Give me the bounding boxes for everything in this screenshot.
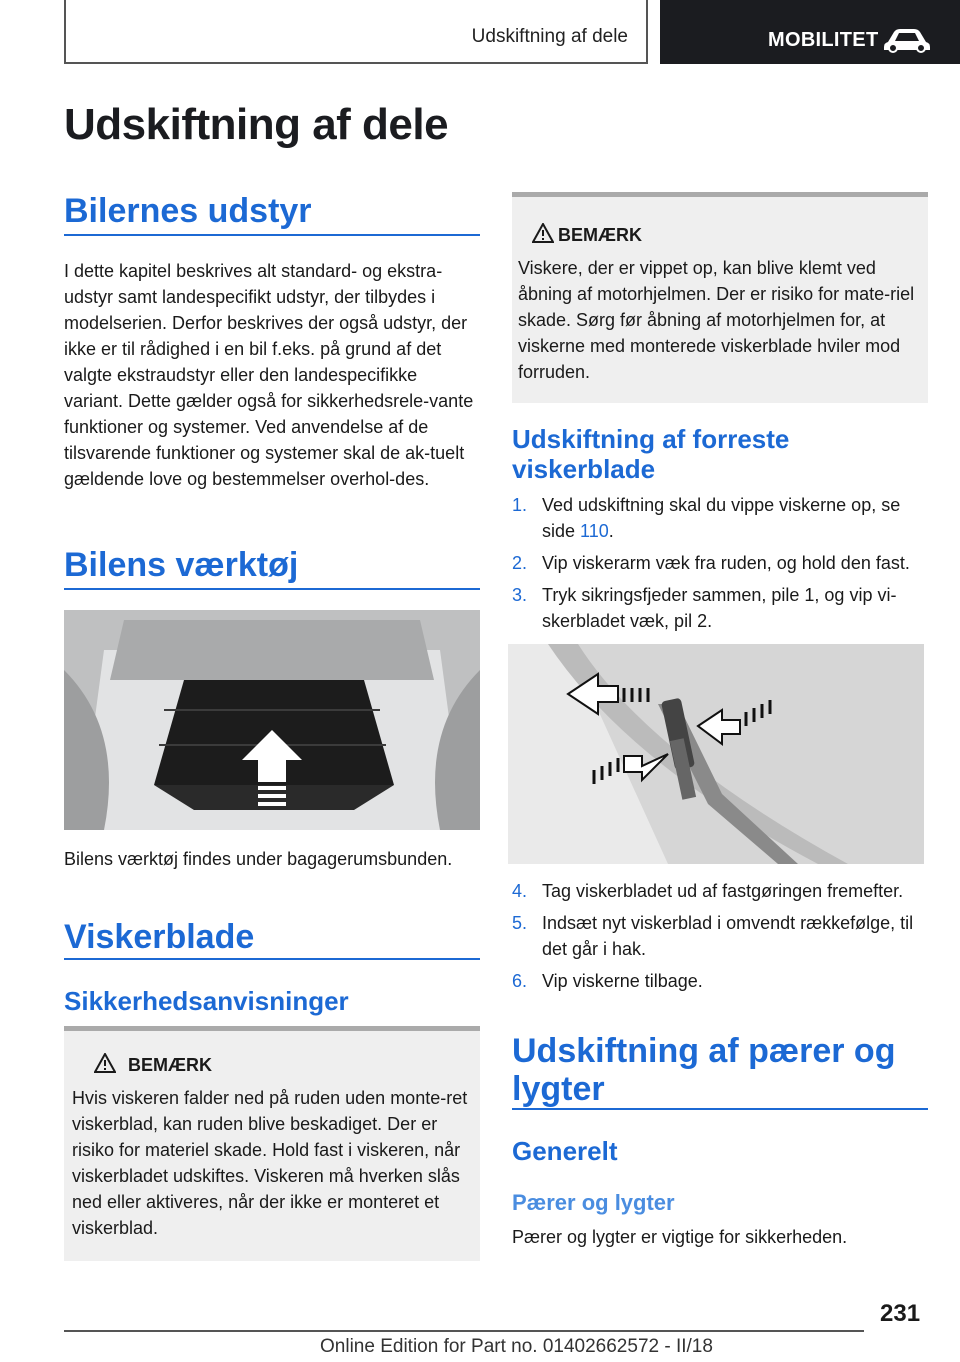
list-item bbox=[512, 968, 928, 994]
step-number: 4. bbox=[512, 881, 528, 901]
heading-bulbs-sub: Pærer og lygter bbox=[512, 1190, 675, 1215]
list-item bbox=[512, 550, 928, 576]
header-chapter-tab[interactable] bbox=[660, 0, 960, 64]
heading-general: Generelt bbox=[512, 1136, 618, 1166]
step-number: 5. bbox=[512, 913, 528, 933]
equipment-paragraph: I dette kapitel beskrives alt standard- og ekstra-udstyr samt landespecifikt udstyr, der tilbydes i modelserien. Derfor beskrives der også udstyr, der ikke er til rådighed i en bil f.eks. på grund af det valgte ekstraudstyr eller den landespecifikke variant. Dette gælder også for sikkerhedsrele-vante funktioner og systemer. Ved anvendelse af de tilsvarende funktioner og systemer skal de ak-tuelt gældende love og bestemmelser overhol-des. bbox=[64, 261, 474, 489]
note-text: Hvis viskeren falder ned på ruden uden monte-ret viskerblad, kan ruden blive beskadiget. Der er risiko for materiel skade. Hold fast i viskeren, når viskerbladet udskiftes. Viskeren må hverken slås ned eller aktiveres, når der ikke er monteret et viskerblad. bbox=[72, 1088, 468, 1238]
step-text: Vip viskerne tilbage. bbox=[542, 971, 703, 991]
warning-icon bbox=[94, 1053, 116, 1078]
steps-list-a bbox=[512, 492, 928, 640]
footer-rule bbox=[64, 1330, 864, 1332]
list-item bbox=[512, 878, 928, 904]
step-text-tail: . bbox=[608, 521, 614, 541]
header-chapter-label: MOBILITET bbox=[768, 29, 879, 51]
header-section-box bbox=[64, 0, 648, 64]
step-text: Ved udskiftning skal du vippe viskerne op, se side bbox=[542, 495, 901, 541]
page-link[interactable]: 110 bbox=[580, 521, 609, 541]
footer-edition: Online Edition for Part no. 01402662572 - II/18 bbox=[320, 1336, 713, 1357]
heading-equipment: Bilernes udstyr bbox=[64, 192, 312, 230]
heading-wipers: Viskerblade bbox=[64, 918, 255, 956]
list-item bbox=[512, 582, 928, 634]
note-heading: BEMÆRK bbox=[558, 225, 642, 245]
step-text: Vip viskerarm væk fra ruden, og hold den fast. bbox=[542, 553, 910, 573]
step-number: 6. bbox=[512, 971, 528, 991]
page-number: 231 bbox=[880, 1300, 921, 1327]
rule-equipment bbox=[64, 234, 480, 236]
heading-safety: Sikkerhedsanvisninger bbox=[64, 986, 349, 1016]
heading-tools: Bilens værktøj bbox=[64, 546, 299, 584]
note-text: Viskere, der er vippet op, kan blive klemt ved åbning af motorhjelmen. Der er risiko for mate-riel skade. Sørg før åbning af motorhjelmen for, at viskerne med monterede viskerblade hviler mod forruden. bbox=[518, 258, 915, 382]
bulbs-paragraph: Pærer og lygter er vigtige for sikkerheden. bbox=[512, 1227, 848, 1247]
trunk-image bbox=[64, 610, 480, 830]
heading-front-wipers: Udskiftning af forreste viskerblade bbox=[512, 424, 790, 484]
rule-wipers bbox=[64, 958, 480, 960]
car-icon bbox=[882, 28, 932, 59]
page-title: Udskiftning af dele bbox=[64, 100, 449, 149]
list-item bbox=[512, 910, 928, 962]
note-box-right bbox=[512, 192, 928, 403]
warning-icon bbox=[532, 223, 554, 248]
list-item bbox=[512, 492, 928, 544]
header-section-title: Udskiftning af dele bbox=[471, 26, 628, 47]
tools-caption: Bilens værktøj findes under bagagerumsbunden. bbox=[64, 849, 453, 869]
note-heading: BEMÆRK bbox=[128, 1055, 212, 1075]
steps-list-b bbox=[512, 878, 928, 1000]
step-text: Tag viskerbladet ud af fastgøringen fremefter. bbox=[542, 881, 904, 901]
heading-bulbs: Udskiftning af pærer og lygter bbox=[512, 1032, 896, 1108]
step-number: 2. bbox=[512, 553, 528, 573]
note-box-left bbox=[64, 1026, 480, 1261]
step-number: 1. bbox=[512, 495, 528, 515]
step-text: Tryk sikringsfjeder sammen, pile 1, og vip vi-skerbladet væk, pil 2. bbox=[542, 585, 897, 631]
wiper-diagram bbox=[508, 644, 924, 864]
rule-bulbs bbox=[512, 1108, 928, 1110]
step-text: Indsæt nyt viskerblad i omvendt rækkefølge, til det går i hak. bbox=[542, 913, 914, 959]
rule-tools bbox=[64, 588, 480, 590]
step-number: 3. bbox=[512, 585, 528, 605]
